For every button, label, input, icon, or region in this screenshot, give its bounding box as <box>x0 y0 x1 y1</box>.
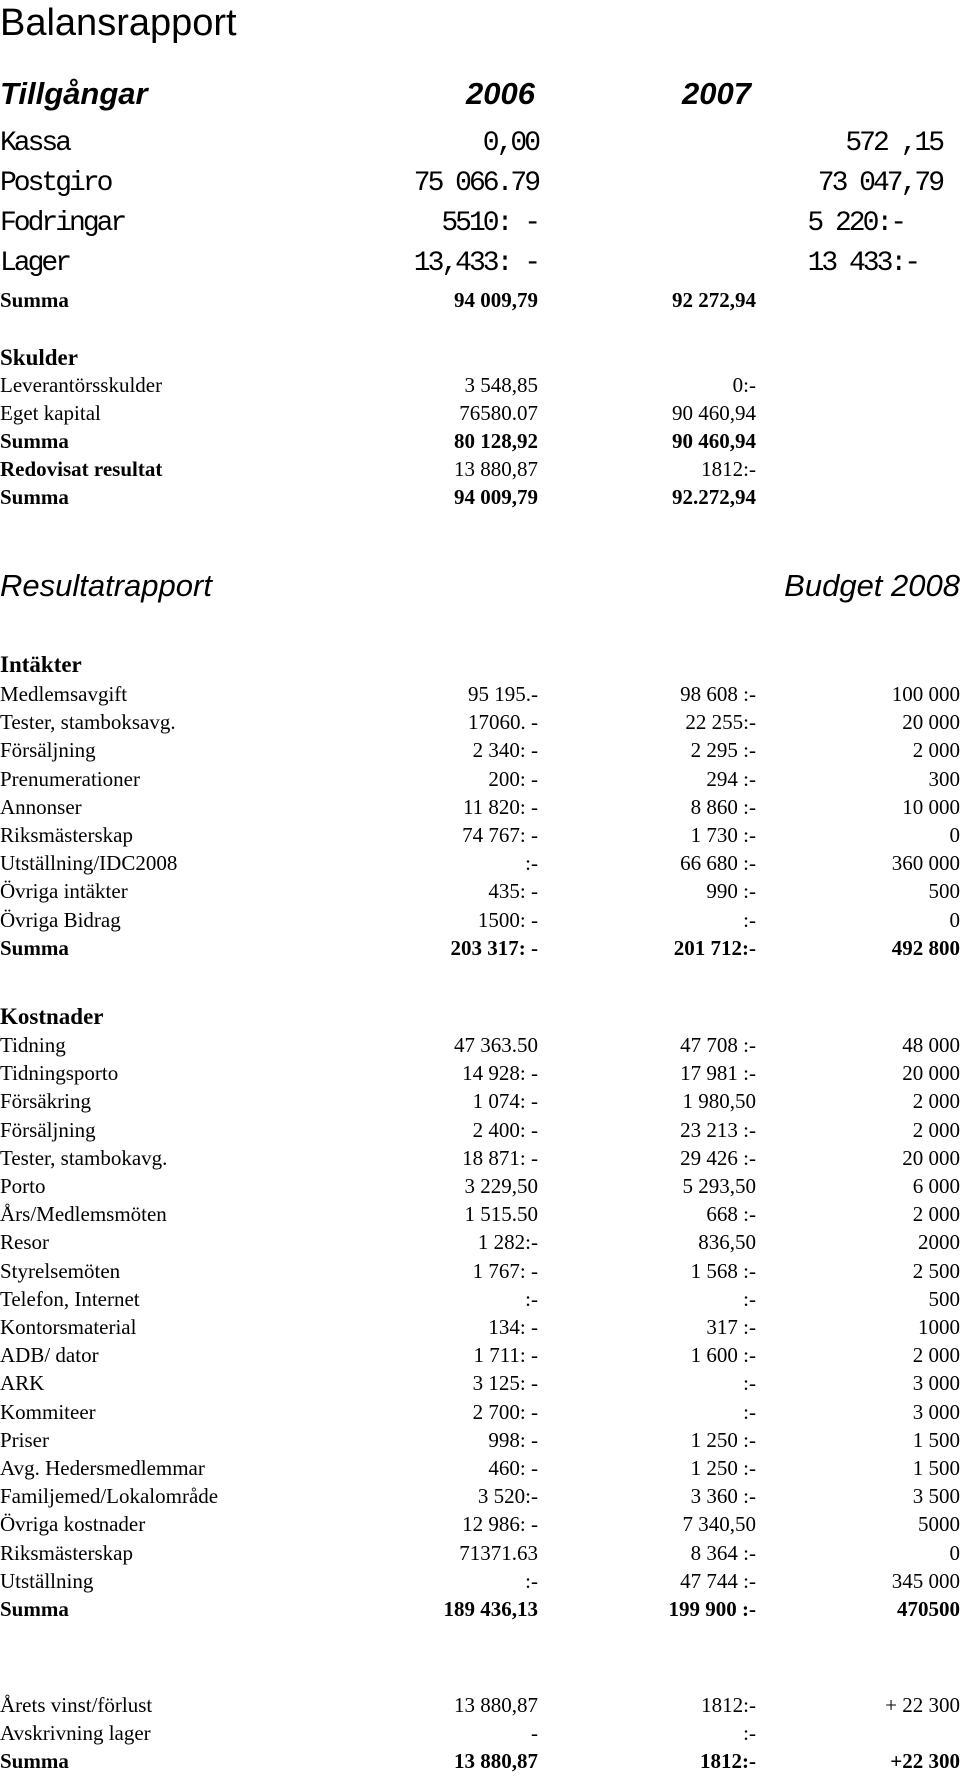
kostnader-row-v1: 71371.63 <box>459 1541 538 1565</box>
kostnader-row-v2: :- <box>743 1371 756 1395</box>
year-2006: 2006 <box>466 76 535 111</box>
intakter-summa-row-v1: 203 317: - <box>450 936 538 960</box>
kostnader-summa-row-v1: 189 436,13 <box>443 1597 538 1621</box>
resultat-row-v3: + 22 300 <box>885 1693 960 1717</box>
intakter-summa-row-v3: 492 800 <box>891 936 960 960</box>
resultat-summa-row-v2: 1812:- <box>700 1749 756 1773</box>
kostnader-row-v3: 1 500 <box>912 1456 960 1480</box>
intakter-row-v1: 11 820: - <box>462 795 538 819</box>
kostnader-row-v3: 2 000 <box>912 1202 960 1226</box>
intakter-row-v1: 74 767: - <box>462 823 538 847</box>
resultat-row-v2: :- <box>743 1721 756 1745</box>
intakter-row-label: Riksmästerskap <box>0 823 133 847</box>
kostnader-row-v2: 17 981 :- <box>680 1061 756 1085</box>
kostnader-row-label: Styrelsemöten <box>0 1259 121 1283</box>
kostnader-row-v2: :- <box>743 1400 756 1424</box>
intakter-row-v2: 8 860 :- <box>690 795 756 819</box>
kostnader-row-v3: 20 000 <box>902 1061 960 1085</box>
intakter-row-v2: 2 295 :- <box>690 738 756 762</box>
kostnader-row-v3: 2 000 <box>912 1343 960 1367</box>
intakter-row-label: Utställning/IDC2008 <box>0 851 178 875</box>
intakter-row-v2: 294 :- <box>706 767 756 791</box>
kostnader-row-label: Avg. Hedersmedlemmar <box>0 1456 205 1480</box>
kostnader-row-v1: 1 282:- <box>477 1230 538 1254</box>
kostnader-row-v2: 1 600 :- <box>690 1343 756 1367</box>
intakter-row-v1: 95 195.- <box>468 682 538 706</box>
kostnader-row-v3: 3 000 <box>912 1371 960 1395</box>
budget-heading: Budget 2008 <box>784 568 960 603</box>
intakter-row-v2: 1 730 :- <box>690 823 756 847</box>
intakter-row-v3: 2 000 <box>912 738 960 762</box>
kostnader-summa-row-label: Summa <box>0 1597 69 1621</box>
kostnader-row-v2: 1 980,50 <box>682 1089 756 1113</box>
kostnader-row-v2: 7 340,50 <box>682 1512 756 1536</box>
kostnader-row-label: Telefon, Internet <box>0 1287 140 1311</box>
kostnader-row-v1: 1 515.50 <box>464 1202 538 1226</box>
year-2007: 2007 <box>682 76 751 111</box>
kostnader-row-label: ARK <box>0 1371 45 1395</box>
kostnader-row-v1: 12 986: - <box>462 1512 538 1536</box>
kostnader-summa-row-v3: 470500 <box>897 1597 960 1621</box>
kostnader-row-label: Försäkring <box>0 1089 91 1113</box>
intakter-row-v2: :- <box>743 908 756 932</box>
kostnader-row-v2: 1 250 :- <box>690 1428 756 1452</box>
kostnader-row-v1: 1 711: - <box>473 1343 538 1367</box>
kostnader-row-label: Försäljning <box>0 1118 96 1142</box>
kostnader-row-v2: 1 250 :- <box>690 1456 756 1480</box>
intakter-row-v3: 500 <box>928 879 960 903</box>
intakter-row-v3: 360 000 <box>891 851 960 875</box>
kostnader-row-v2: 836,50 <box>698 1230 756 1254</box>
intakter-row-v2: 66 680 :- <box>680 851 756 875</box>
kostnader-row-label: Porto <box>0 1174 46 1198</box>
kostnader-row-v2: 47 708 :- <box>680 1033 756 1057</box>
kostnader-row-v1: 1 767: - <box>472 1259 538 1283</box>
intakter-row-v1: :- <box>525 851 538 875</box>
kostnader-row-label: Priser <box>0 1428 49 1452</box>
intakter-row-v3: 10 000 <box>902 795 960 819</box>
kostnader-row-label: ADB/ dator <box>0 1343 99 1367</box>
resultat-row-v1: - <box>531 1721 538 1745</box>
kostnader-row-v1: 998: - <box>488 1428 538 1452</box>
kostnader-row-label: Familjemed/Lokalområde <box>0 1484 219 1508</box>
kostnader-row-v2: :- <box>743 1287 756 1311</box>
intakter-row-v3: 20 000 <box>902 710 960 734</box>
intakter-row-label: Prenumerationer <box>0 767 140 791</box>
kostnader-row-v2: 8 364 :- <box>690 1541 756 1565</box>
kostnader-row-v2: 5 293,50 <box>682 1174 756 1198</box>
kostnader-row-v3: 2 000 <box>912 1118 960 1142</box>
kostnader-row-label: Tidning <box>0 1033 66 1057</box>
intakter-row-v2: 990 :- <box>706 879 756 903</box>
resultat-summa-row-label: Summa <box>0 1749 69 1773</box>
kostnader-row-v1: :- <box>525 1569 538 1593</box>
kostnader-row-v1: 460: - <box>488 1456 538 1480</box>
intakter-row-v1: 2 340: - <box>472 738 538 762</box>
kostnader-row-v3: 3 000 <box>912 1400 960 1424</box>
resultat-summa-row-v1: 13 880,87 <box>454 1749 538 1773</box>
kostnader-row-label: Kommiteer <box>0 1400 96 1424</box>
kostnader-row-v1: 134: - <box>488 1315 538 1339</box>
kostnader-row-v3: 345 000 <box>891 1569 960 1593</box>
kostnader-row-v3: 5000 <box>918 1512 960 1536</box>
intakter-heading: Intäkter <box>0 652 82 677</box>
kostnader-row-v2: 668 :- <box>706 1202 756 1226</box>
kostnader-row-v3: 1000 <box>918 1315 960 1339</box>
tillgangar-heading: Tillgångar <box>0 76 148 111</box>
kostnader-row-v3: 3 500 <box>912 1484 960 1508</box>
intakter-row-v1: 1500: - <box>477 908 538 932</box>
kostnader-row-v1: 18 871: - <box>462 1146 538 1170</box>
kostnader-row-v2: 317 :- <box>706 1315 756 1339</box>
kostnader-heading: Kostnader <box>0 1004 104 1029</box>
kostnader-row-label: Utställning <box>0 1569 94 1593</box>
intakter-row-label: Annonser <box>0 795 82 819</box>
resultatrapport-heading: Resultatrapport <box>0 568 212 603</box>
kostnader-row-v3: 48 000 <box>902 1033 960 1057</box>
kostnader-row-v3: 2000 <box>918 1230 960 1254</box>
intakter-row-label: Tester, stamboksavg. <box>0 710 176 734</box>
intakter-row-v3: 300 <box>928 767 960 791</box>
intakter-row-v3: 0 <box>949 908 960 932</box>
page-title: Balansrapport <box>0 2 237 44</box>
intakter-row-label: Övriga Bidrag <box>0 908 121 932</box>
resultat-row-v1: 13 880,87 <box>454 1693 538 1717</box>
kostnader-row-v2: 23 213 :- <box>680 1118 756 1142</box>
resultat-summa-row-v3: +22 300 <box>890 1749 960 1773</box>
kostnader-row-v1: 47 363.50 <box>454 1033 538 1057</box>
kostnader-row-label: Års/Medlemsmöten <box>0 1202 167 1226</box>
intakter-row-v1: 435: - <box>488 879 538 903</box>
kostnader-row-v3: 2 500 <box>912 1259 960 1283</box>
kostnader-row-v1: 14 928: - <box>462 1061 538 1085</box>
kostnader-row-v3: 6 000 <box>912 1174 960 1198</box>
kostnader-row-v3: 500 <box>928 1287 960 1311</box>
kostnader-row-v2: 47 744 :- <box>680 1569 756 1593</box>
kostnader-row-v2: 1 568 :- <box>690 1259 756 1283</box>
kostnader-row-v3: 20 000 <box>902 1146 960 1170</box>
intakter-summa-row-v2: 201 712:- <box>673 936 756 960</box>
resultat-row-label: Avskrivning lager <box>0 1721 151 1745</box>
kostnader-row-label: Resor <box>0 1230 49 1254</box>
intakter-row-v3: 0 <box>949 823 960 847</box>
intakter-row-v3: 100 000 <box>891 682 960 706</box>
intakter-row-label: Försäljning <box>0 738 96 762</box>
skulder-heading: Skulder <box>0 345 78 370</box>
resultat-row-v2: 1812:- <box>701 1693 756 1717</box>
kostnader-row-v3: 2 000 <box>912 1089 960 1113</box>
kostnader-row-label: Riksmästerskap <box>0 1541 133 1565</box>
kostnader-row-label: Tidningsporto <box>0 1061 119 1085</box>
kostnader-row-label: Övriga kostnader <box>0 1512 146 1536</box>
kostnader-row-v2: 3 360 :- <box>690 1484 756 1508</box>
kostnader-row-label: Tester, stambokavg. <box>0 1146 168 1170</box>
kostnader-row-v1: 1 074: - <box>472 1089 538 1113</box>
kostnader-row-v1: 3 520:- <box>477 1484 538 1508</box>
kostnader-row-v3: 0 <box>949 1541 960 1565</box>
intakter-row-v1: 17060. - <box>468 710 538 734</box>
intakter-row-v1: 200: - <box>488 767 538 791</box>
kostnader-row-v1: 3 229,50 <box>464 1174 538 1198</box>
intakter-row-label: Medlemsavgift <box>0 682 128 706</box>
kostnader-row-v1: :- <box>525 1287 538 1311</box>
intakter-row-v2: 98 608 :- <box>680 682 756 706</box>
kostnader-row-v1: 2 400: - <box>472 1118 538 1142</box>
intakter-row-label: Övriga intäkter <box>0 879 128 903</box>
kostnader-row-v1: 2 700: - <box>472 1400 538 1424</box>
kostnader-row-v1: 3 125: - <box>472 1371 538 1395</box>
intakter-row-v2: 22 255:- <box>685 710 756 734</box>
intakter-summa-row-label: Summa <box>0 936 69 960</box>
kostnader-row-v3: 1 500 <box>912 1428 960 1452</box>
kostnader-row-label: Kontorsmaterial <box>0 1315 137 1339</box>
kostnader-summa-row-v2: 199 900 :- <box>668 1597 756 1621</box>
kostnader-row-v2: 29 426 :- <box>680 1146 756 1170</box>
resultat-row-label: Årets vinst/förlust <box>0 1693 153 1717</box>
